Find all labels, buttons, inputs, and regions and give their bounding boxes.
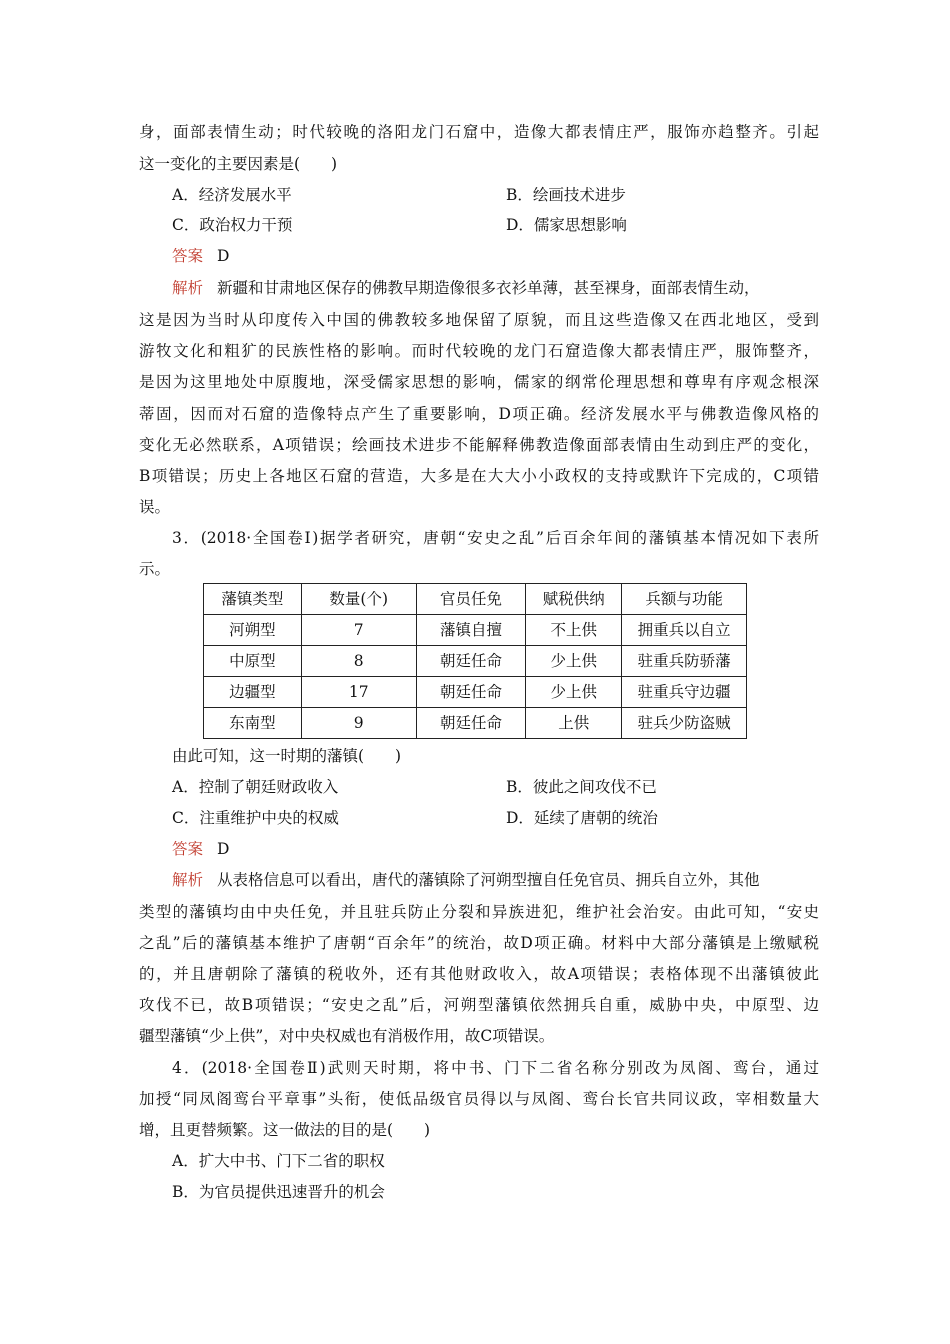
q3-option-a: A．控制了朝廷财政收入 <box>172 778 339 796</box>
table-row <box>204 646 747 677</box>
table-cell: 藩镇自擅 <box>416 615 526 646</box>
q3-option-b: B．彼此之间攻伐不已 <box>506 778 657 796</box>
q4-option-b: B．为官员提供迅速晋升的机会 <box>172 1183 385 1201</box>
q2-analysis-line-6: 变化无必然联系，A项错误；绘画技术进步不能解释佛教造像面部表情由生动到庄严的变化， <box>139 436 819 454</box>
table-cell: 7 <box>301 615 416 646</box>
table-header-cell: 赋税供纳 <box>526 584 622 615</box>
table-cell: 驻兵少防盗贼 <box>622 708 747 739</box>
q2-answer-value: D <box>217 247 230 265</box>
q3-analysis-line-5: 攻伐不已，故B项错误；“安史之乱”后，河朔型藩镇依然拥兵自重，威胁中央，中原型、边 <box>139 996 819 1014</box>
q3-analysis-line-3: 之乱”后的藩镇基本维护了唐朝“百余年”的统治，故D项正确。材料中大部分藩镇是上缴赋税 <box>139 934 819 952</box>
q3-answer-label: 答案 <box>172 840 204 858</box>
q2-analysis-line-4: 是因为这里地处中原腹地，深受儒家思想的影响，儒家的纲常伦理思想和尊卑有序观念根深 <box>139 373 819 391</box>
table-header-cell: 官员任免 <box>416 584 526 615</box>
table-cell: 8 <box>301 646 416 677</box>
table-cell: 驻重兵守边疆 <box>622 677 747 708</box>
table-cell: 边疆型 <box>204 677 302 708</box>
q2-stem-line-2: 这一变化的主要因素是( ) <box>139 155 338 173</box>
q3-analysis-line-4: 的，并且唐朝除了藩镇的税收外，还有其他财政收入，故A项错误；表格体现不出藩镇彼此 <box>139 965 819 983</box>
q2-option-d: D．儒家思想影响 <box>506 216 627 234</box>
q2-answer <box>172 246 229 266</box>
table-cell: 河朔型 <box>204 615 302 646</box>
q3-analysis-line-1 <box>172 870 819 890</box>
table-cell: 驻重兵防骄藩 <box>622 646 747 677</box>
q3-stem-line-2: 示。 <box>139 560 171 578</box>
table-row <box>204 677 747 708</box>
table-header-cell: 藩镇类型 <box>204 584 302 615</box>
table-row <box>204 615 747 646</box>
q3-after-table: 由此可知，这一时期的藩镇( ) <box>172 747 402 765</box>
fanzhen-table <box>203 583 747 739</box>
q2-analysis-line-7: B项错误；历史上各地区石窟的营造，大多是在大大小小政权的支持或默许下完成的，C项错 <box>139 467 819 485</box>
q2-answer-label: 答案 <box>172 247 204 265</box>
q3-analysis-label: 解析 <box>172 871 204 889</box>
table-header-cell: 兵额与功能 <box>622 584 747 615</box>
q2-stem-line-1: 身，面部表情生动；时代较晚的洛阳龙门石窟中，造像大都表情庄严，服饰亦趋整齐。引起 <box>139 123 819 141</box>
table-cell: 拥重兵以自立 <box>622 615 747 646</box>
q3-option-d: D．延续了唐朝的统治 <box>506 809 658 827</box>
table-cell: 17 <box>301 677 416 708</box>
table-cell: 少上供 <box>526 646 622 677</box>
table-cell: 朝廷任命 <box>416 646 526 677</box>
table-cell: 朝廷任命 <box>416 677 526 708</box>
table-cell: 朝廷任命 <box>416 708 526 739</box>
q2-option-a: A．经济发展水平 <box>172 186 292 204</box>
table-cell: 9 <box>301 708 416 739</box>
q2-analysis-line-2: 这是因为当时从印度传入中国的佛教较多地保留了原貌，而且这些造像又在西北地区，受到 <box>139 311 819 329</box>
table-cell: 中原型 <box>204 646 302 677</box>
q2-option-c: C．政治权力干预 <box>172 216 293 234</box>
q3-analysis-line-6: 疆型藩镇“少上供”，对中央权威也有消极作用，故C项错误。 <box>139 1027 555 1045</box>
q2-analysis-line-8: 误。 <box>139 498 171 516</box>
q3-option-c: C．注重维护中央的权威 <box>172 809 339 827</box>
q2-analysis-line-3: 游牧文化和粗犷的民族性格的影响。而时代较晚的龙门石窟造像大都表情庄严，服饰整齐， <box>139 342 819 360</box>
q2-analysis-line-5: 蒂固，因而对石窟的造像特点产生了重要影响，D项正确。经济发展水平与佛教造像风格的 <box>139 405 819 423</box>
q3-analysis-text: 从表格信息可以看出，唐代的藩镇除了河朔型擅自任免官员、拥兵自立外，其他 <box>217 871 760 889</box>
q4-stem-line-3: 增，且更替频繁。这一做法的目的是( ) <box>139 1121 431 1139</box>
q2-analysis-label: 解析 <box>172 279 204 297</box>
q2-analysis-text: 新疆和甘肃地区保存的佛教早期造像很多衣衫单薄，甚至裸身，面部表情生动， <box>217 279 760 297</box>
q3-analysis-line-2: 类型的藩镇均由中央任免，并且驻兵防止分裂和异族进犯，维护社会治安。由此可知，“安史 <box>139 903 819 921</box>
q3-stem-line-1: 3．(2018·全国卷Ⅰ)据学者研究，唐朝“安史之乱”后百余年间的藩镇基本情况如下表所 <box>172 529 819 547</box>
q4-stem-line-2: 加授“同凤阁鸾台平章事”头衔，使低品级官员得以与凤阁、鸾台长官共同议政，宰相数量大 <box>139 1090 819 1108</box>
table-cell: 少上供 <box>526 677 622 708</box>
table-header-cell: 数量(个) <box>301 584 416 615</box>
table-cell: 不上供 <box>526 615 622 646</box>
table-row <box>204 708 747 739</box>
q2-option-b: B．绘画技术进步 <box>506 186 626 204</box>
q2-analysis-line-1 <box>172 278 819 298</box>
q3-answer <box>172 839 229 859</box>
q4-option-a: A．扩大中书、门下二省的职权 <box>172 1152 385 1170</box>
table-cell: 东南型 <box>204 708 302 739</box>
q4-stem-line-1: 4．(2018·全国卷Ⅱ)武则天时期，将中书、门下二省名称分别改为凤阁、鸾台，通过 <box>172 1059 819 1077</box>
table-header-row <box>204 584 747 615</box>
table-cell: 上供 <box>526 708 622 739</box>
q3-answer-value: D <box>217 840 230 858</box>
